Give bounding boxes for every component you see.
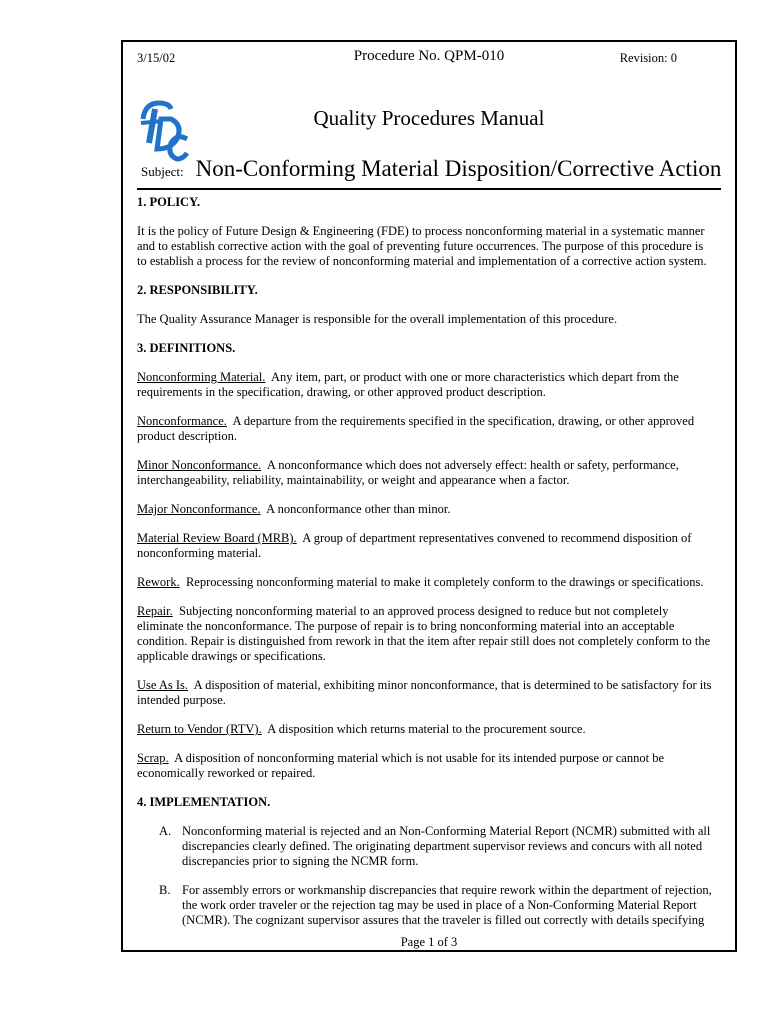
policy-paragraph: It is the policy of Future Design & Engineering (FDE) to process nonconforming material in a systematic manner and to establish corrective action with the goal of preventing future occurrences. The purpose of this procedure is to establish a process for the review of nonconforming material and implementation of a corrective action system. [137,224,707,268]
definition-text: A disposition of nonconforming material which is not usable for its intended purpose or cannot be economically reworked or repaired. [137,751,664,780]
header-date: 3/15/02 [137,51,176,65]
definition-text: Any item, part, or product with one or more characteristics which depart from the requirements in the specification, drawing, or other approved product description. [137,370,679,399]
definition-item [137,531,715,561]
definition-item [137,458,715,488]
definition-term: Repair. [137,604,173,618]
definition-text: A departure from the requirements specified in the specification, drawing, or other approved product description. [137,414,695,443]
list-item [137,824,715,869]
section-heading-implementation: 4. IMPLEMENTATION. [137,795,271,809]
definition-term: Nonconforming Material. [137,370,266,384]
page-number: Page 1 of 3 [400,935,458,949]
definition-text: A nonconformance other than minor. [266,502,451,516]
definition-item [137,678,715,708]
definition-term: Major Nonconformance. [137,502,261,516]
definition-term: Scrap. [137,751,169,765]
section-heading-definitions: 3. DEFINITIONS. [137,341,236,355]
definition-item [137,575,715,590]
responsibility-paragraph: The Quality Assurance Manager is responsible for the overall implementation of this procedure. [137,312,618,326]
list-item-text: Nonconforming material is rejected and an Non-Conforming Material Report (NCMR) submitted with all discrepancies clearly defined. The originating department supervisor reviews and concurs with all noted discrepancies prior to signing the NCMR form. [182,824,711,868]
definition-text: A disposition of material, exhibiting minor nonconformance, that is determined to be satisfactory for its intended purpose. [137,678,712,707]
section-heading-policy: 1. POLICY. [137,195,201,209]
definition-term: Nonconformance. [137,414,227,428]
definition-text: A nonconformance which does not adversely effect: health or safety, performance, interchangeability, reliability, maintainability, or weight and appearance when a factor. [137,458,679,487]
header-revision: Revision: 0 [619,51,677,65]
list-item [137,883,715,928]
definition-item [137,370,715,400]
list-item-text: For assembly errors or workmanship discrepancies that require rework within the department of rejection, the work order traveler or the rejection tag may be used in place of a Non-Conforming Material Report (NCMR). The cognizant supervisor assures that the traveler is filled out correctly with details specifying [182,883,712,927]
header-divider [137,188,721,190]
definition-term: Return to Vendor (RTV). [137,722,262,736]
subject-row [141,156,721,182]
definition-term: Material Review Board (MRB). [137,531,297,545]
header-procedure-number: Procedure No. QPM-010 [353,48,505,64]
definition-term: Rework. [137,575,180,589]
definition-text: Reprocessing nonconforming material to make it completely conform to the drawings or specifications. [185,575,704,589]
list-item-label: A. [159,824,172,838]
document-body [137,195,715,942]
definition-item [137,604,715,664]
list-item-label: B. [159,883,171,897]
definition-item [137,502,715,517]
subject-label: Subject: [141,164,184,179]
definition-item [137,414,715,444]
definition-item [137,722,715,737]
section-heading-responsibility: 2. RESPONSIBILITY. [137,283,258,297]
definition-text: A disposition which returns material to the procurement source. [267,722,586,736]
definition-text: A group of department representatives convened to recommend disposition of nonconforming material. [137,531,692,560]
manual-title: Quality Procedures Manual [313,106,545,130]
definition-term: Use As Is. [137,678,189,692]
definition-item [137,751,715,781]
definition-text: Subjecting nonconforming material to an approved process designed to reduce but not completely eliminate the nonconformance. The purpose of repair is to bring nonconforming material into an acceptable condition. Repair is distinguished from rework in that the item after repair still does not completely conform to the applicable drawings or specifications. [137,604,711,663]
implementation-list [137,824,715,928]
definition-term: Minor Nonconformance. [137,458,262,472]
document-page [121,40,737,952]
subject-text: Non-Conforming Material Disposition/Corrective Action [195,156,722,181]
